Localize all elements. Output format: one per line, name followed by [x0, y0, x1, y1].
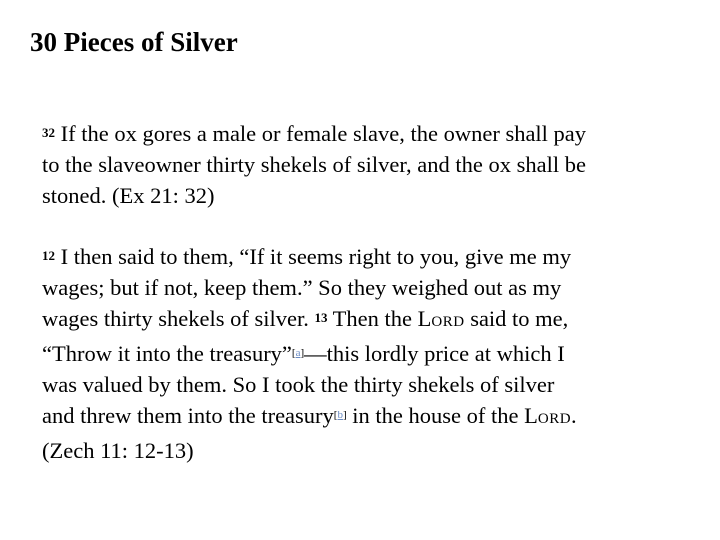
exodus-passage: [42, 118, 702, 211]
passage-citation: (Zech 11: 12-13): [42, 438, 194, 463]
small-caps-text: ORD: [431, 314, 465, 330]
footnote-link-b[interactable]: b: [337, 409, 343, 421]
passage-text: Then the L: [327, 306, 432, 331]
passage-text: If the ox gores a male or female slave, the owner shall pay: [55, 121, 587, 146]
passage-text: was valued by them. So I took the thirty shekels of silver: [42, 372, 555, 397]
footnote-marker: [a]: [291, 347, 305, 359]
passage-text: to the slaveowner thirty shekels of silver, and the ox shall be: [42, 152, 586, 177]
passage-text: wages thirty shekels of silver.: [42, 306, 315, 331]
passage-text: —this lordly price at which I: [304, 341, 565, 366]
small-caps-text: ORD: [537, 411, 572, 427]
passage-citation: stoned. (Ex 21: 32): [42, 183, 215, 208]
verse-number: 13: [314, 310, 328, 325]
page-title: 30 Pieces of Silver: [30, 27, 238, 57]
footnote-marker: [b]: [333, 409, 347, 421]
passage-text: in the house of the L: [346, 403, 538, 428]
passage-text: I then said to them, “If it seems right to you, give me my: [55, 244, 572, 269]
verse-number: 12: [42, 248, 55, 263]
passage-text: and threw them into the treasury: [42, 403, 334, 428]
footnote-link-a[interactable]: a: [295, 347, 301, 359]
zechariah-passage: [42, 241, 702, 466]
passage-text: wages; but if not, keep them.” So they weighed out as my: [42, 275, 562, 300]
passage-text: said to me,: [464, 306, 569, 331]
passage-text: .: [571, 403, 577, 428]
scripture-content: [42, 118, 702, 466]
verse-number: 32: [42, 125, 55, 140]
passage-text: “Throw it into the treasury”: [42, 341, 292, 366]
